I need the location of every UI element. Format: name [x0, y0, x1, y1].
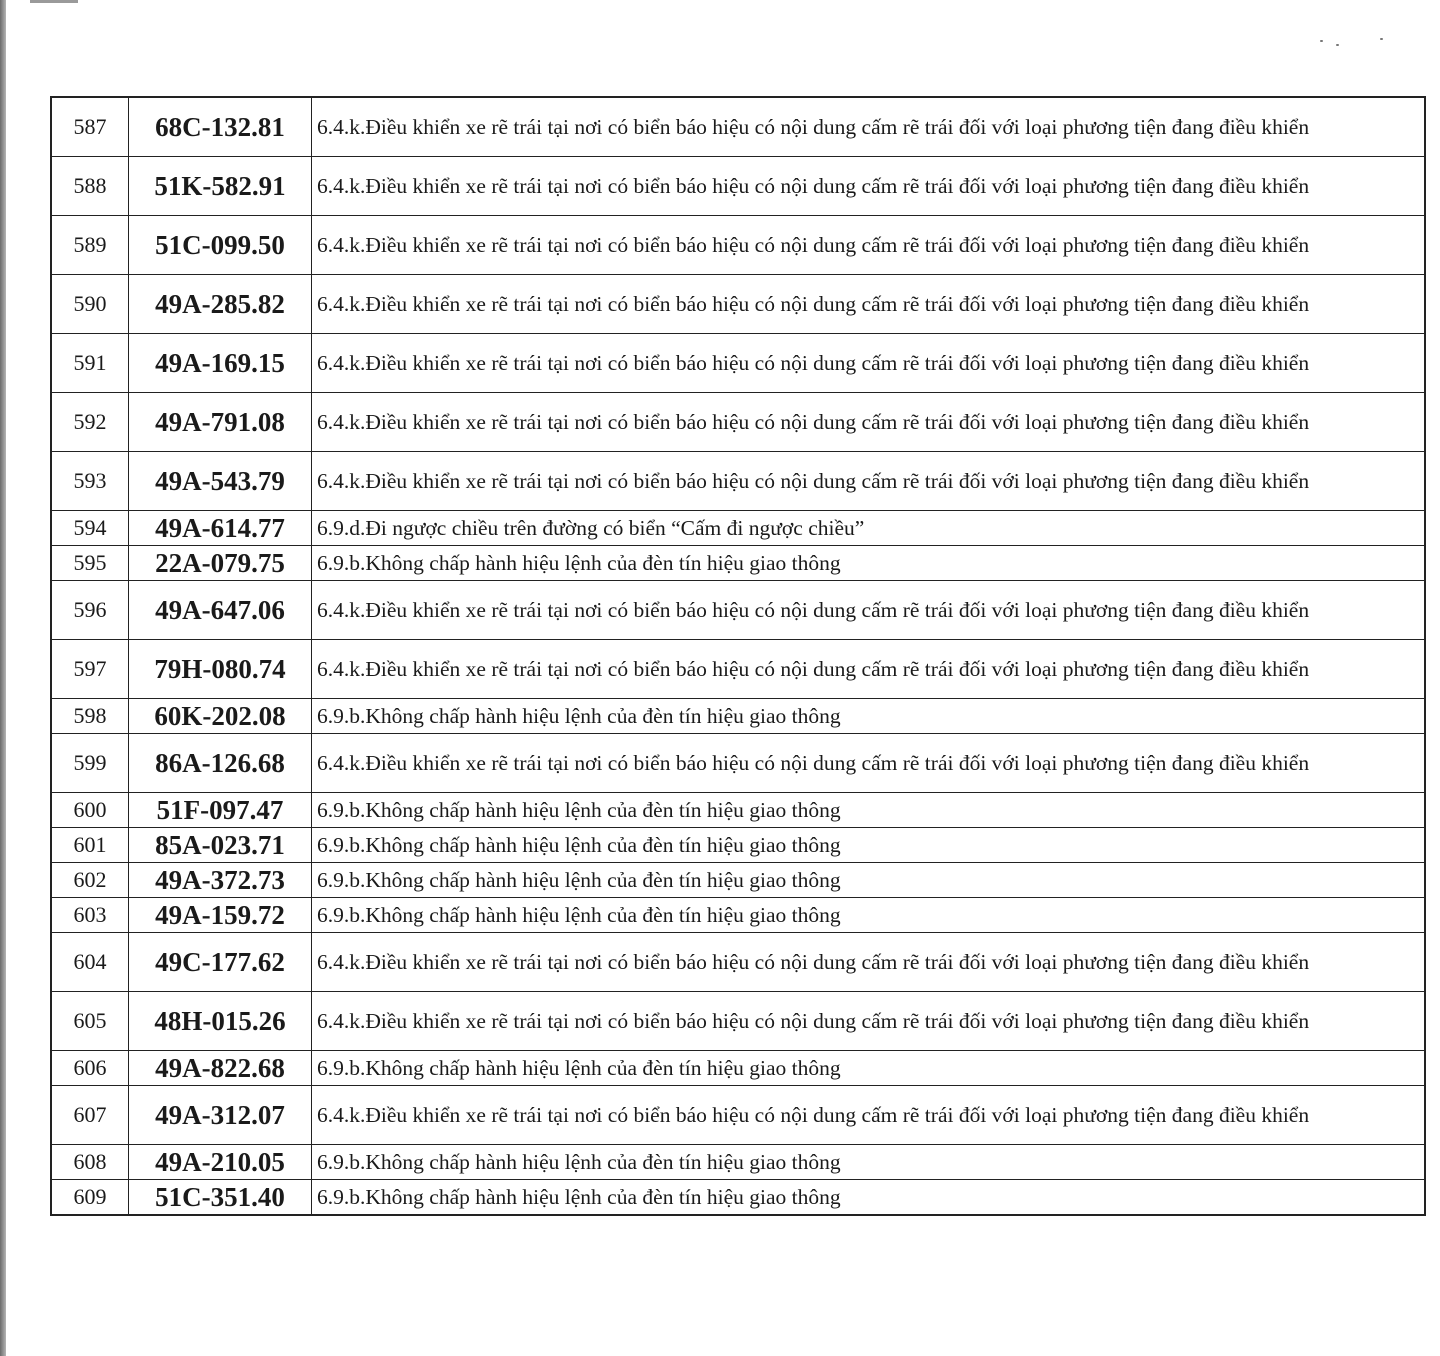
table-row	[51, 1051, 1425, 1086]
row-number: 590	[51, 275, 129, 334]
table-row	[51, 546, 1425, 581]
table-row	[51, 393, 1425, 452]
license-plate: 22A-079.75	[129, 546, 312, 581]
row-number: 593	[51, 452, 129, 511]
table-row	[51, 1145, 1425, 1180]
license-plate: 49A-169.15	[129, 334, 312, 393]
license-plate: 49A-159.72	[129, 898, 312, 933]
license-plate: 51C-099.50	[129, 216, 312, 275]
table-row	[51, 734, 1425, 793]
license-plate: 49A-647.06	[129, 581, 312, 640]
table-row	[51, 863, 1425, 898]
row-number: 596	[51, 581, 129, 640]
license-plate: 49A-614.77	[129, 511, 312, 546]
table-row	[51, 581, 1425, 640]
row-number: 600	[51, 793, 129, 828]
table-row	[51, 452, 1425, 511]
row-number: 588	[51, 157, 129, 216]
violations-table-body	[51, 97, 1425, 1215]
license-plate: 51F-097.47	[129, 793, 312, 828]
row-number: 597	[51, 640, 129, 699]
violation-description: 6.4.k.Điều khiển xe rẽ trái tại nơi có biển báo hiệu có nội dung cấm rẽ trái đối với loại phương tiện đang điều khiển	[312, 334, 1426, 393]
license-plate: 79H-080.74	[129, 640, 312, 699]
violation-description: 6.9.b.Không chấp hành hiệu lệnh của đèn tín hiệu giao thông	[312, 898, 1426, 933]
row-number: 592	[51, 393, 129, 452]
license-plate: 51C-351.40	[129, 1180, 312, 1216]
violation-description: 6.4.k.Điều khiển xe rẽ trái tại nơi có biển báo hiệu có nội dung cấm rẽ trái đối với loại phương tiện đang điều khiển	[312, 734, 1426, 793]
violation-description: 6.9.b.Không chấp hành hiệu lệnh của đèn tín hiệu giao thông	[312, 1051, 1426, 1086]
row-number: 602	[51, 863, 129, 898]
table-row	[51, 828, 1425, 863]
violation-description: 6.4.k.Điều khiển xe rẽ trái tại nơi có biển báo hiệu có nội dung cấm rẽ trái đối với loại phương tiện đang điều khiển	[312, 452, 1426, 511]
violation-description: 6.9.b.Không chấp hành hiệu lệnh của đèn tín hiệu giao thông	[312, 863, 1426, 898]
scan-edge-left	[0, 0, 6, 1356]
row-number: 607	[51, 1086, 129, 1145]
license-plate: 48H-015.26	[129, 992, 312, 1051]
row-number: 608	[51, 1145, 129, 1180]
scan-speck	[1336, 44, 1339, 46]
table-row	[51, 511, 1425, 546]
table-row	[51, 275, 1425, 334]
row-number: 589	[51, 216, 129, 275]
table-row	[51, 1086, 1425, 1145]
table-row	[51, 898, 1425, 933]
violation-description: 6.9.d.Đi ngược chiều trên đường có biển “Cấm đi ngược chiều”	[312, 511, 1426, 546]
license-plate: 49A-543.79	[129, 452, 312, 511]
license-plate: 86A-126.68	[129, 734, 312, 793]
table-row	[51, 933, 1425, 992]
table-row	[51, 793, 1425, 828]
license-plate: 49A-312.07	[129, 1086, 312, 1145]
row-number: 594	[51, 511, 129, 546]
scan-speck	[1320, 40, 1323, 42]
row-number: 601	[51, 828, 129, 863]
row-number: 587	[51, 97, 129, 157]
row-number: 599	[51, 734, 129, 793]
table-row	[51, 640, 1425, 699]
table-row	[51, 1180, 1425, 1216]
scan-speck	[1380, 38, 1383, 40]
license-plate: 49A-791.08	[129, 393, 312, 452]
violation-description: 6.4.k.Điều khiển xe rẽ trái tại nơi có biển báo hiệu có nội dung cấm rẽ trái đối với loại phương tiện đang điều khiển	[312, 933, 1426, 992]
license-plate: 85A-023.71	[129, 828, 312, 863]
license-plate: 49A-285.82	[129, 275, 312, 334]
row-number: 605	[51, 992, 129, 1051]
license-plate: 60K-202.08	[129, 699, 312, 734]
table-row	[51, 699, 1425, 734]
row-number: 604	[51, 933, 129, 992]
violation-description: 6.4.k.Điều khiển xe rẽ trái tại nơi có biển báo hiệu có nội dung cấm rẽ trái đối với loại phương tiện đang điều khiển	[312, 157, 1426, 216]
license-plate: 68C-132.81	[129, 97, 312, 157]
violation-description: 6.9.b.Không chấp hành hiệu lệnh của đèn tín hiệu giao thông	[312, 546, 1426, 581]
license-plate: 49C-177.62	[129, 933, 312, 992]
violation-description: 6.4.k.Điều khiển xe rẽ trái tại nơi có biển báo hiệu có nội dung cấm rẽ trái đối với loại phương tiện đang điều khiển	[312, 1086, 1426, 1145]
violation-description: 6.4.k.Điều khiển xe rẽ trái tại nơi có biển báo hiệu có nội dung cấm rẽ trái đối với loại phương tiện đang điều khiển	[312, 581, 1426, 640]
row-number: 591	[51, 334, 129, 393]
violations-table	[50, 96, 1426, 1216]
violation-description: 6.9.b.Không chấp hành hiệu lệnh của đèn tín hiệu giao thông	[312, 828, 1426, 863]
table-row	[51, 992, 1425, 1051]
license-plate: 49A-210.05	[129, 1145, 312, 1180]
table-row	[51, 334, 1425, 393]
violation-description: 6.4.k.Điều khiển xe rẽ trái tại nơi có biển báo hiệu có nội dung cấm rẽ trái đối với loại phương tiện đang điều khiển	[312, 640, 1426, 699]
license-plate: 49A-372.73	[129, 863, 312, 898]
row-number: 603	[51, 898, 129, 933]
violation-description: 6.4.k.Điều khiển xe rẽ trái tại nơi có biển báo hiệu có nội dung cấm rẽ trái đối với loại phương tiện đang điều khiển	[312, 992, 1426, 1051]
row-number: 595	[51, 546, 129, 581]
table-row	[51, 216, 1425, 275]
table-row	[51, 97, 1425, 157]
violation-description: 6.9.b.Không chấp hành hiệu lệnh của đèn tín hiệu giao thông	[312, 699, 1426, 734]
table-row	[51, 157, 1425, 216]
row-number: 598	[51, 699, 129, 734]
row-number: 609	[51, 1180, 129, 1216]
violation-description: 6.9.b.Không chấp hành hiệu lệnh của đèn tín hiệu giao thông	[312, 793, 1426, 828]
violation-description: 6.4.k.Điều khiển xe rẽ trái tại nơi có biển báo hiệu có nội dung cấm rẽ trái đối với loại phương tiện đang điều khiển	[312, 393, 1426, 452]
license-plate: 51K-582.91	[129, 157, 312, 216]
violation-description: 6.4.k.Điều khiển xe rẽ trái tại nơi có biển báo hiệu có nội dung cấm rẽ trái đối với loại phương tiện đang điều khiển	[312, 216, 1426, 275]
violation-description: 6.9.b.Không chấp hành hiệu lệnh của đèn tín hiệu giao thông	[312, 1180, 1426, 1216]
scan-edge-top	[30, 0, 78, 3]
violation-description: 6.4.k.Điều khiển xe rẽ trái tại nơi có biển báo hiệu có nội dung cấm rẽ trái đối với loại phương tiện đang điều khiển	[312, 97, 1426, 157]
row-number: 606	[51, 1051, 129, 1086]
violation-description: 6.4.k.Điều khiển xe rẽ trái tại nơi có biển báo hiệu có nội dung cấm rẽ trái đối với loại phương tiện đang điều khiển	[312, 275, 1426, 334]
license-plate: 49A-822.68	[129, 1051, 312, 1086]
violation-description: 6.9.b.Không chấp hành hiệu lệnh của đèn tín hiệu giao thông	[312, 1145, 1426, 1180]
